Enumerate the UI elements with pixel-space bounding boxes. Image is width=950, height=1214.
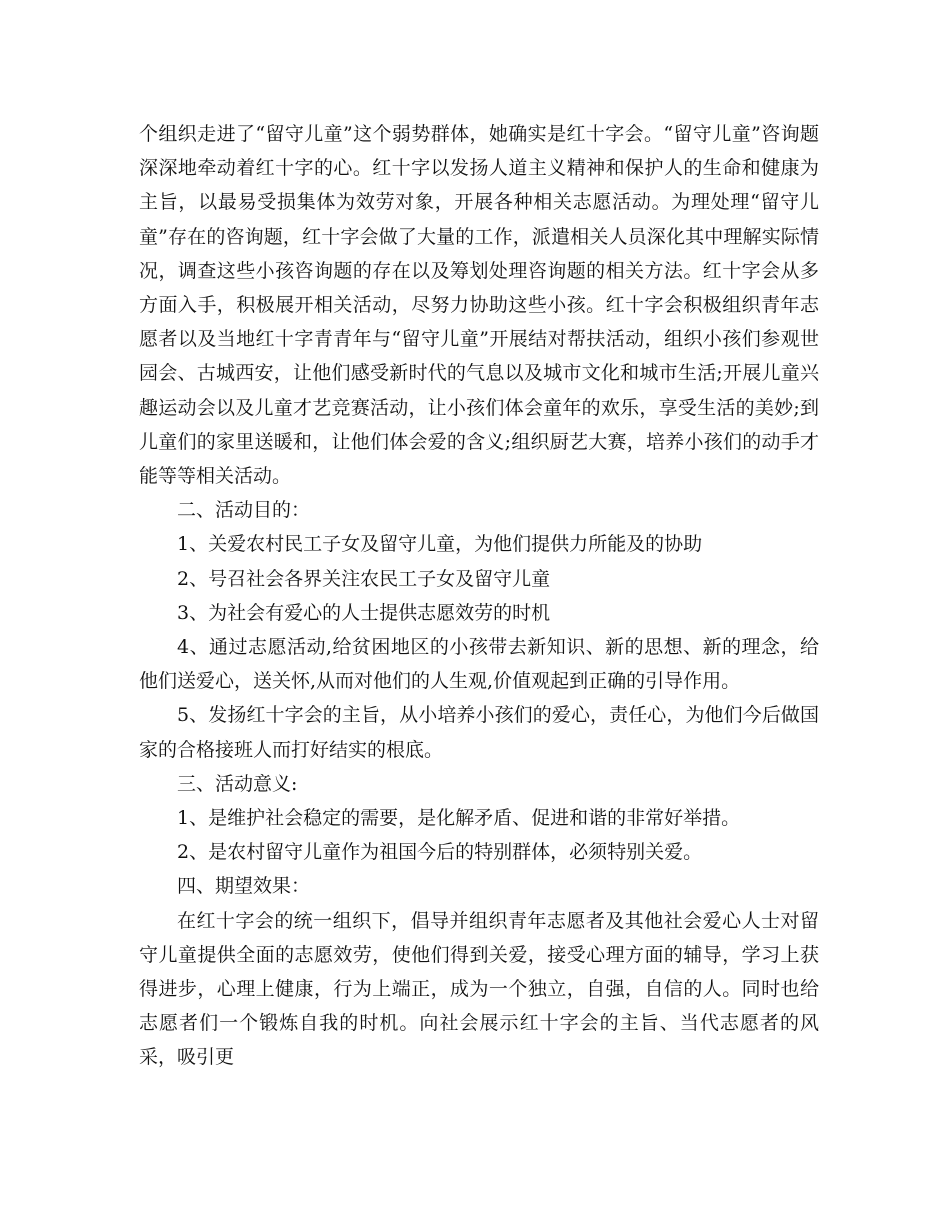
significance-item-1: 1、是维护社会稳定的需要，是化解矛盾、促进和谐的非常好举措。 xyxy=(177,807,741,830)
purpose-item-2: 2、号召社会各界关注农民工子女及留守儿童 xyxy=(177,567,551,590)
purpose-item-5: 5、发扬红十字会的主旨，从小培养小孩们的爱心，责任心，为他们今后做国家的合格接班人而打好结实的根底。 xyxy=(139,704,819,761)
heading-activity-significance: 三、活动意义: xyxy=(177,772,298,795)
heading-activity-purpose: 二、活动目的： xyxy=(177,499,311,522)
document-body xyxy=(139,117,819,1075)
paragraph-expected-effect: 在红十字会的统一组织下，倡导并组织青年志愿者及其他社会爱心人士对留守儿童提供全面的志愿效劳，使他们得到关爱，接受心理方面的辅导，学习上获得进步，心理上健康，行为上端正，成为一个独立，自强，自信的人。同时也给志愿者们一个锻炼自我的时机。向社会展示红十字会的主旨、当代志愿者的风采，吸引更 xyxy=(139,909,819,1069)
purpose-item-4: 4、通过志愿活动,给贫困地区的小孩带去新知识、新的思想、新的理念，给他们送爱心，送关怀,从而对他们的人生观,价值观起到正确的引导作用。 xyxy=(139,636,819,693)
significance-item-2: 2、是农村留守儿童作为祖国今后的特别群体，必须特别关爱。 xyxy=(177,841,703,864)
purpose-item-1: 1、关爱农村民工子女及留守儿童，为他们提供力所能及的协助 xyxy=(177,533,703,556)
heading-expected-effect: 四、期望效果： xyxy=(177,875,311,898)
purpose-item-3: 3、为社会有爱心的人士提供志愿效劳的时机 xyxy=(177,601,551,624)
paragraph-intro: 个组织走进了“留守儿童”这个弱势群体，她确实是红十字会。“留守儿童”咨询题深深地牵动着红十字的心。红十字以发扬人道主义精神和保护人的生命和健康为主旨，以最易受损集体为效劳对象，开展各种相关志愿活动。为理处理“留守儿童”存在的咨询题，红十字会做了大量的工作，派遣相关人员深化其中理解实际情况，调查这些小孩咨询题的存在以及筹划处理咨询题的相关方法。红十字会从多方面入手，积极展开相关活动，尽努力协助这些小孩。红十字会积极组织青年志愿者以及当地红十字青青年与“留守儿童”开展结对帮扶活动，组织小孩们参观世园会、古城西安，让他们感受新时代的气息以及城市文化和城市生活;开展儿童兴趣运动会以及儿童才艺竞赛活动，让小孩们体会童年的欢乐，享受生活的美妙;到儿童们的家里送暖和，让他们体会爱的含义;组织厨艺大赛，培养小孩们的动手才能等等相关活动。 xyxy=(139,123,819,488)
